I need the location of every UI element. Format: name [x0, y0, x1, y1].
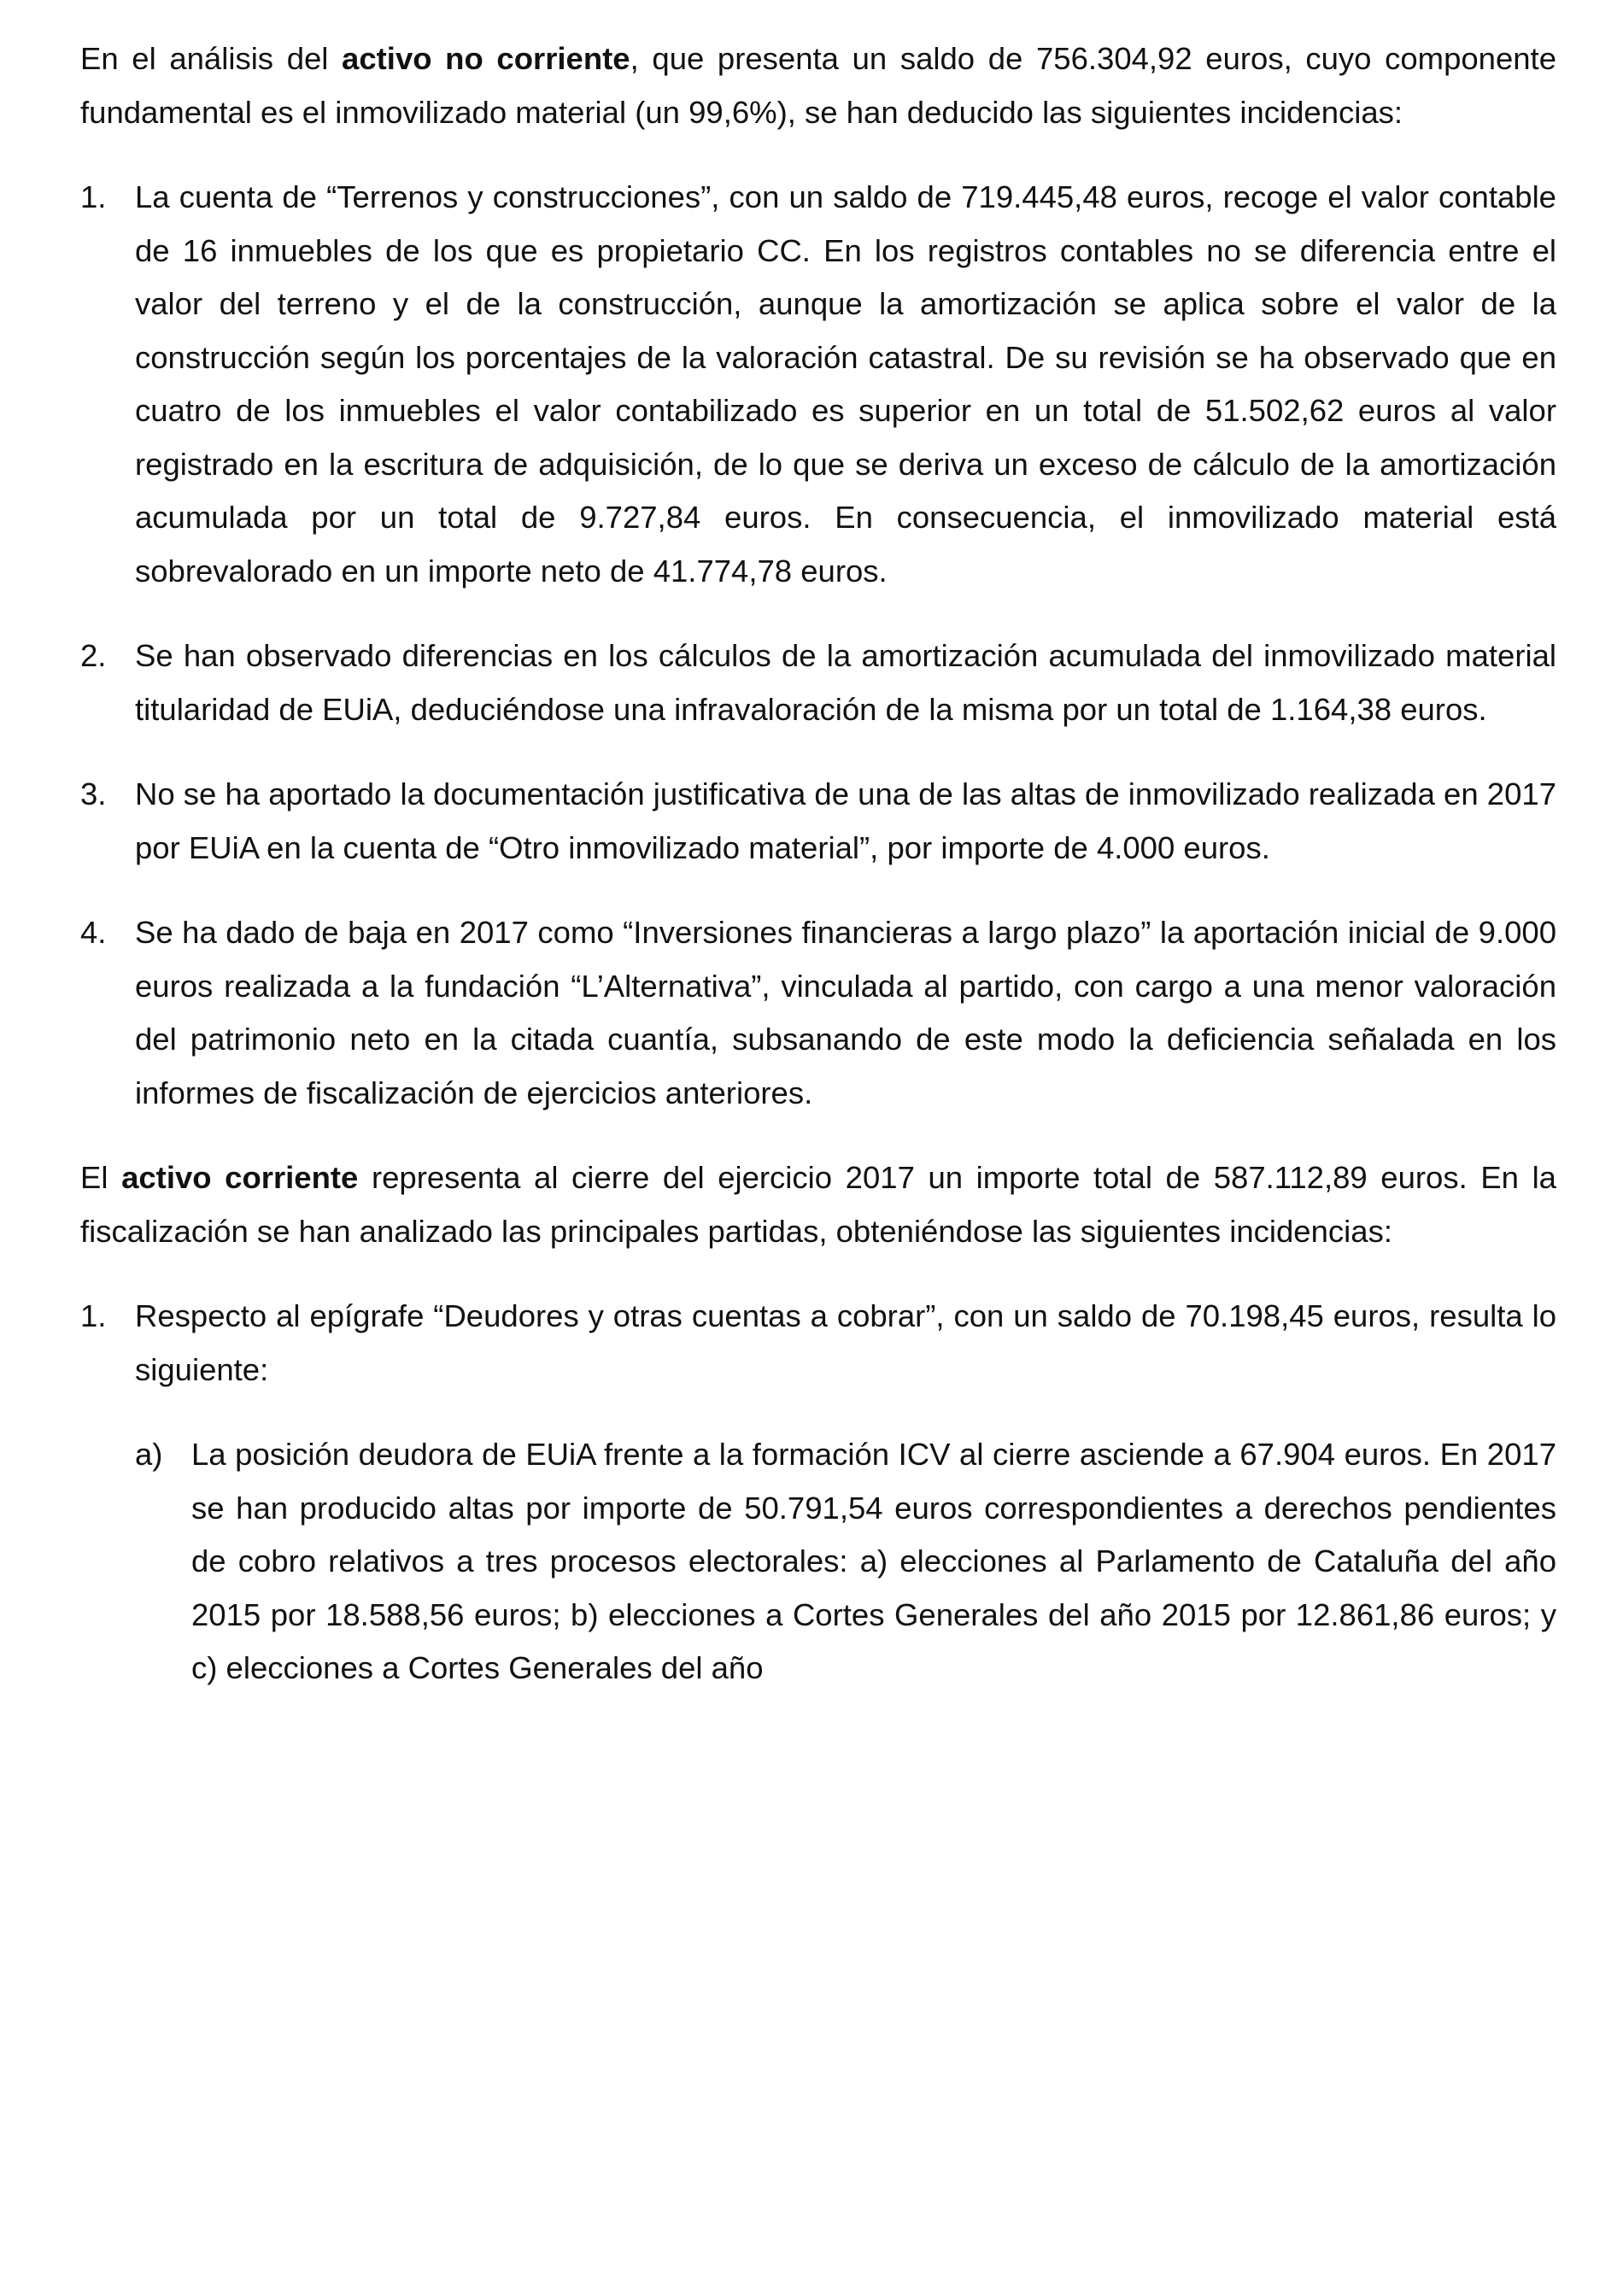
list-text: Respecto al epígrafe “Deudores y otras cuentas a cobrar”, con un saldo de 70.198,45 euros, resulta lo siguiente: — [135, 1298, 1556, 1387]
list-text: La cuenta de “Terrenos y construcciones”, con un saldo de 719.445,48 euros, recoge el valor contable de 16 inmuebles de los que es propietario CC. En los registros contables no se diferencia entre el valor del terreno y el de la construcción, aunque la amortización se aplica sobre el valor de la construcción según los porcentajes de la valoración catastral. De su revisión se ha observado que en cuatro de los inmuebles el valor contabilizado es superior en un total de 51.502,62 euros al valor registrado en la escritura de adquisición, de lo que se deriva un exceso de cálculo de la amortización acumulada por un total de 9.727,84 euros. En consecuencia, el inmovilizado material está sobrevalorado en un importe neto de 41.774,78 euros. — [135, 179, 1556, 589]
intro-current-paragraph — [80, 1151, 1556, 1258]
intro-noncurrent-bold: activo no corriente — [342, 41, 630, 76]
list-number: 3. — [80, 776, 107, 811]
noncurrent-item-3 — [80, 768, 1556, 875]
list-number: 2. — [80, 638, 107, 673]
sub-list-letter: a) — [135, 1437, 163, 1472]
noncurrent-item-2 — [80, 630, 1556, 736]
intro-noncurrent-before: En el análisis del — [80, 41, 343, 76]
intro-current-bold: activo corriente — [121, 1160, 359, 1195]
document-page — [80, 32, 1556, 1727]
list-text: No se ha aportado la documentación justificativa de una de las altas de inmovilizado realizada en 2017 por EUiA en la cuenta de “Otro inmovilizado material”, por importe de 4.000 euros. — [135, 776, 1556, 865]
list-text: Se ha dado de baja en 2017 como “Inversiones financieras a largo plazo” la aportación inicial de 9.000 euros realizada a la fundación “L’Alternativa”, vinculada al partido, con cargo a una menor valoración del patrimonio neto en la citada cuantía, subsanando de este modo la deficiencia señalada en los informes de fiscalización de ejercicios anteriores. — [135, 915, 1556, 1110]
intro-noncurrent-after: , que presenta un saldo de 756.304,92 euros, cuyo componente fundamental es el inmovilizado material (un 99,6%), se han deducido las siguientes incidencias: — [80, 41, 1557, 130]
sub-list-text: La posición deudora de EUiA frente a la formación ICV al cierre asciende a 67.904 euros. En 2017 se han producido altas por importe de 50.791,54 euros correspondientes a derechos pendientes de cobro relativos a tres procesos electorales: a) elecciones al Parlamento de Cataluña del año 2015 por 18.588,56 euros; b) elecciones a Cortes Generales del año 2015 por 12.861,86 euros; y c) elecciones a Cortes Generales del año — [191, 1437, 1556, 1685]
intro-current-before: El — [80, 1160, 122, 1195]
list-number: 1. — [80, 1298, 107, 1333]
list-text: Se han observado diferencias en los cálculos de la amortización acumulada del inmovilizado material titularidad de EUiA, deduciéndose una infravaloración de la misma por un total de 1.164,38 euros. — [135, 638, 1556, 727]
list-number: 1. — [80, 179, 107, 214]
noncurrent-item-1 — [80, 171, 1556, 598]
current-item-1 — [80, 1290, 1556, 1397]
noncurrent-item-4 — [80, 906, 1556, 1120]
list-number: 4. — [80, 915, 107, 950]
current-subitem-a — [80, 1428, 1556, 1696]
intro-current-after: representa al cierre del ejercicio 2017 un importe total de 587.112,89 euros. En la fiscalización se han analizado las principales partidas, obteniéndose las siguientes incidencias: — [80, 1160, 1556, 1249]
intro-noncurrent-paragraph — [80, 32, 1556, 139]
